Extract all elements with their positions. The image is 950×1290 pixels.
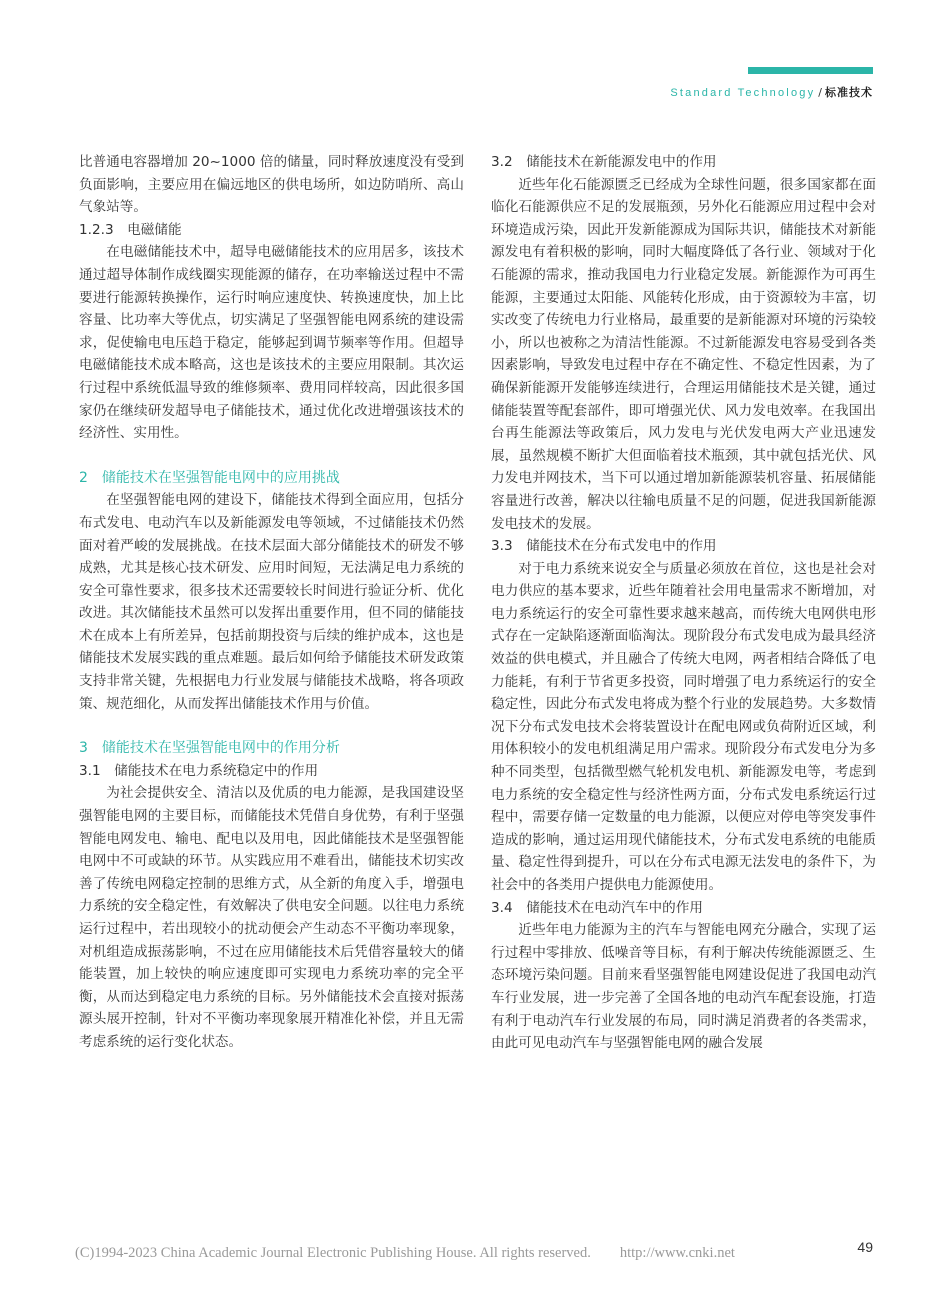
page-footer [0, 1239, 950, 1263]
paragraph-challenges: 在坚强智能电网的建设下，储能技术得到全面应用，包括分布式发电、电动汽车以及新能源发电等领域，不过储能技术仍然面对着严峻的发展挑战。在技术层面大部分储能技术的研发不够成熟，尤其是核心技术研发、应用时间短，无法满足电力系统的安全可靠性要求，很多技术还需要较长时间进行验证分析、优化改进。其次储能技术虽然可以发挥出重要作用，但不同的储能技术在成本上有所差异，包括前期投资与后续的维护成本，这也是储能技术发展实践的重点难题。最后如何给予储能技术研发政策支持非常关键，先根据电力行业发展与储能技术战略，将各项政策、规范细化，从而发挥出储能技术作用与价值。 [79, 492, 464, 712]
paragraph-new-energy: 近些年化石能源匮乏已经成为全球性问题，很多国家都在面临化石能源供应不足的发展瓶颈，另外化石能源应用过程中会对环境造成污染，因此开发新能源成为国际共识，储能技术对新能源发电有着积极的影响，同时大幅度降低了各行业、领域对于化石能源的需求，推动我国电力行业稳定发展。新能源作为可再生能源，主要通过太阳能、风能转化形成，由于资源较为丰富，切实改变了传统电力行业格局，最重要的是新能源对环境的污染较小，所以也被称之为清洁性能源。不过新能源发电容易受到各类因素影响，导致发电过程中存在不确定性、不稳定性因素，为了确保新能源开发能够连续进行，合理运用储能技术是关键，通过储能装置等配套部件，即可增强光伏、风力发电效率。在我国出台再生能源法等政策后，风力发电与光伏发电两大产业迅速发展，虽然规模不断扩大但面临着技术瓶颈，其中就包括光伏、风力发电并网技术，当下可以通过增加新能源装机容量、拓展储能容量进行改善，解决以往输电质量不足的问题，促进我国新能源发电技术的发展。 [491, 176, 876, 532]
paragraph-distributed-generation: 对于电力系统来说安全与质量必须放在首位，这也是社会对电力供应的基本要求，近些年随着社会用电量需求不断增加，对电力系统运行的安全可靠性要求越来越高，而传统大电网供电形式存在一定缺陷逐渐面临淘汰。现阶段分布式发电成为最具经济效益的供电模式，并且融合了传统大电网，两者相结合降低了电力能耗，有利于节省更多投资，同时增强了电力系统运行的安全稳定性，因此分布式发电将成为整个行业的发展趋势。大多数情况下分布式发电技术会将装置设计在配电网或负荷附近区域，利用体积较小的发电机组满足用户需求。现阶段分布式发电分为多种不同类型，包括微型燃气轮机发电机、新能源发电等，考虑到电力系统的安全稳定性与经济性两方面，分布式发电系统运行过程中，需要存储一定数量的电力能源，以便应对停电等突发事件造成的影响，通过运用现代储能技术，分布式发电系统的电能质量、稳定性得到提升，可以在分布式电源无法发电的条件下，为社会中的各类用户提供电力能源使用。 [491, 560, 876, 893]
header-english: Standard Technology [670, 87, 816, 99]
header-separator: / [818, 86, 822, 99]
section-heading-2: 2 储能技术在坚强智能电网中的应用挑战 [79, 469, 340, 486]
subsection-heading-3-4: 3.4 储能技术在电动汽车中的作用 [491, 899, 703, 916]
section-heading-3: 3 储能技术在坚强智能电网中的作用分析 [79, 740, 340, 757]
subsection-heading-3-3: 3.3 储能技术在分布式发电中的作用 [491, 538, 717, 555]
running-header [670, 84, 873, 100]
header-accent-bar [748, 67, 873, 74]
left-column [79, 151, 464, 1054]
page-number: 49 [857, 1239, 873, 1255]
paragraph-electric-vehicles: 近些年电力能源为主的汽车与智能电网充分融合，实现了运行过程中零排放、低噪音等目标，有利于解决传统能源匮乏、生态环境污染问题。目前来看坚强智能电网建设促进了我国电动汽车行业发展，进一步完善了全国各地的电动汽车配套设施，打造有利于电动汽车行业发展的布局，同时满足消费者的各类需求，由此可见电动汽车与坚强智能电网的融合发展 [491, 922, 876, 1052]
subsection-heading-3-1: 3.1 储能技术在电力系统稳定中的作用 [79, 762, 319, 779]
paragraph-electromagnetic-storage: 在电磁储能技术中，超导电磁储能技术的应用居多，该技术通过超导体制作成线圈实现能源的储存，在功率输送过程中不需要进行能源转换操作，运行时响应速度快、转换速度快，加上比容量、比功率大等优点，切实满足了坚强智能电网系统的建设需求，促使输电电压趋于稳定，能够起到调节频率等作用。但超导电磁储能技术成本略高，这也是该技术的主要应用限制。其次运行过程中系统低温导致的维修频率、费用同样较高，因此很多国家仍在继续研发超导电子储能技术，通过优化改进增强该技术的经济性、实用性。 [79, 244, 464, 442]
right-column [491, 151, 876, 1055]
header-chinese: 标准技术 [825, 86, 873, 99]
copyright-notice: (C)1994-2023 China Academic Journal Electronic Publishing House. All rights reserved. http://www.cnki.net [75, 1245, 735, 1261]
paragraph-continued: 比普通电容器增加 20~1000 倍的储量，同时释放速度没有受到负面影响，主要应用在偏远地区的供电场所，如边防哨所、高山气象站等。 [79, 154, 464, 216]
subsection-heading-1-2-3: 1.2.3 电磁储能 [79, 221, 182, 238]
paragraph-stability: 为社会提供安全、清洁以及优质的电力能源，是我国建设坚强智能电网的主要目标，而储能技术凭借自身优势，有利于坚强智能电网发电、输电、配电以及用电，因此储能技术是坚强智能电网中不可或缺的环节。从实践应用不难看出，储能技术切实改善了传统电网稳定控制的思维方式，从全新的角度入手，增强电力系统的安全稳定性，有效解决了供电安全问题。以往电力系统运行过程中，若出现较小的扰动便会产生动态不平衡功率现象，对机组造成振荡影响，不过在应用储能技术后凭借容量较大的储能装置，加上较快的响应速度即可实现电力系统功率的完全平衡，从而达到稳定电力系统的目标。另外储能技术会直接对振荡源头展开控制，针对不平衡功率现象展开精准化补偿，并且无需考虑系统的运行变化状态。 [79, 785, 464, 1050]
subsection-heading-3-2: 3.2 储能技术在新能源发电中的作用 [491, 154, 717, 170]
